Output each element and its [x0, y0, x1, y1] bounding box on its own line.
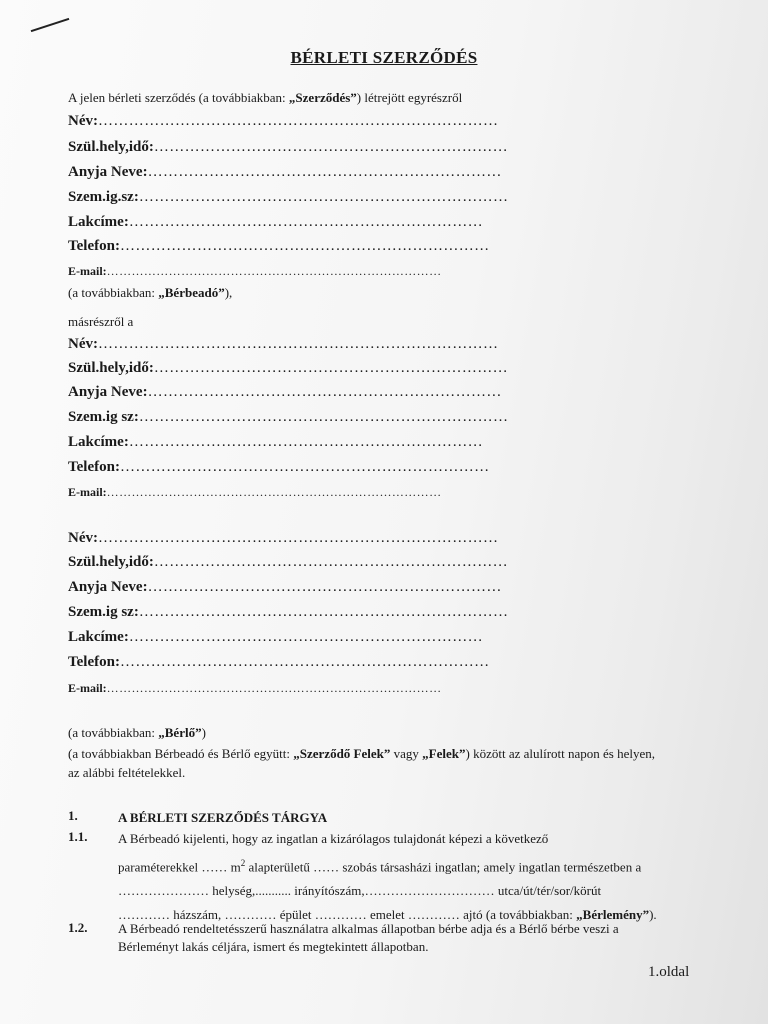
tenant1-address-field: Lakcíme:…………………………………………………………… — [68, 434, 484, 450]
landlord-name-field: Név:…………………………………………………………………… — [68, 113, 499, 129]
landlord-birth-field: Szül.hely,idő:…………………………………………………………… — [68, 139, 509, 155]
landlord-address-field: Lakcíme:…………………………………………………………… — [68, 214, 484, 230]
tenant1-name-field: Név:…………………………………………………………………… — [68, 336, 499, 352]
tenant2-address-field: Lakcíme:…………………………………………………………… — [68, 629, 484, 645]
tenant1-birth-field: Szül.hely,idő:…………………………………………………………… — [68, 360, 509, 376]
landlord-mother-field: Anyja Neve:…………………………………………………………… — [68, 164, 502, 180]
parties-sentence: (a továbbiakban Bérbeadó és Bérlő együtt: „Szerződő Felek” vagy „Felek”) között az alulírott napon és helyen, — [68, 746, 656, 761]
tenant1-mother-field: Anyja Neve:…………………………………………………………… — [68, 384, 502, 400]
document-title: BÉRLETI SZERZŐDÉS — [290, 48, 478, 67]
clause-1-1-number: 1.1. — [68, 829, 88, 844]
tenant1-id-field: Szem.ig sz:……………………………………………………………… — [68, 409, 509, 425]
other-party-intro: másrészről a — [68, 314, 134, 329]
tenant2-id-field: Szem.ig sz:……………………………………………………………… — [68, 604, 509, 620]
landlord-id-field: Szem.ig.sz:……………………………………………………………… — [68, 189, 509, 205]
tenant2-email-field: E-mail:……………………………………………………………………… — [68, 681, 442, 695]
tenant-suffix: (a továbbiakban: „Bérlő”) — [68, 725, 206, 740]
page-number: 1.oldal — [648, 964, 690, 980]
landlord-suffix: (a továbbiakban: „Bérbeadó”), — [68, 285, 233, 300]
tenant2-name-field: Név:…………………………………………………………………… — [68, 530, 499, 546]
pen-mark — [31, 18, 70, 32]
section-heading: A BÉRLETI SZERZŐDÉS TÁRGYA — [118, 810, 328, 825]
clause-1-2-text: A Bérbeadó rendeltetésszerű használatra alkalmas állapotban bérbe adja és a Bérlő bérbe veszi a Bérleményt lakás céljára, ismert és megtekintett állapotban. — [118, 921, 619, 954]
tenant2-mother-field: Anyja Neve:…………………………………………………………… — [68, 579, 502, 595]
tenant2-birth-field: Szül.hely,idő:…………………………………………………………… — [68, 554, 509, 570]
tenant2-phone-field: Telefon:……………………………………………………………… — [68, 654, 490, 670]
clause-1-2-number: 1.2. — [68, 920, 88, 935]
tenant1-email-field: E-mail:……………………………………………………………………… — [68, 485, 442, 499]
landlord-phone-field: Telefon:……………………………………………………………… — [68, 238, 490, 254]
clause-1-1-text: A Bérbeadó kijelenti, hogy az ingatlan a kizárólagos tulajdonát képezi a következő paraméterekkel …… $m^2$ alapterületű …… szobás társasházi ingatlan; amely ingatlan természetben a ………………… helység,........... irányítószám,………………………… utca/út/tér/sor/körút ………… házszám, ………… épület ………… emelet ………… ajtó (a továbbiakban: „Bérlemény”). — [118, 831, 657, 923]
section-number: 1. — [68, 808, 78, 823]
tenant1-phone-field: Telefon:……………………………………………………………… — [68, 459, 490, 475]
landlord-email-field: E-mail:……………………………………………………………………… — [68, 264, 442, 278]
intro-sentence: A jelen bérleti szerződés (a továbbiakban: „Szerződés”) létrejött egyrészről — [68, 90, 463, 105]
parties-sentence-line2: az alábbi feltételekkel. — [68, 765, 186, 780]
